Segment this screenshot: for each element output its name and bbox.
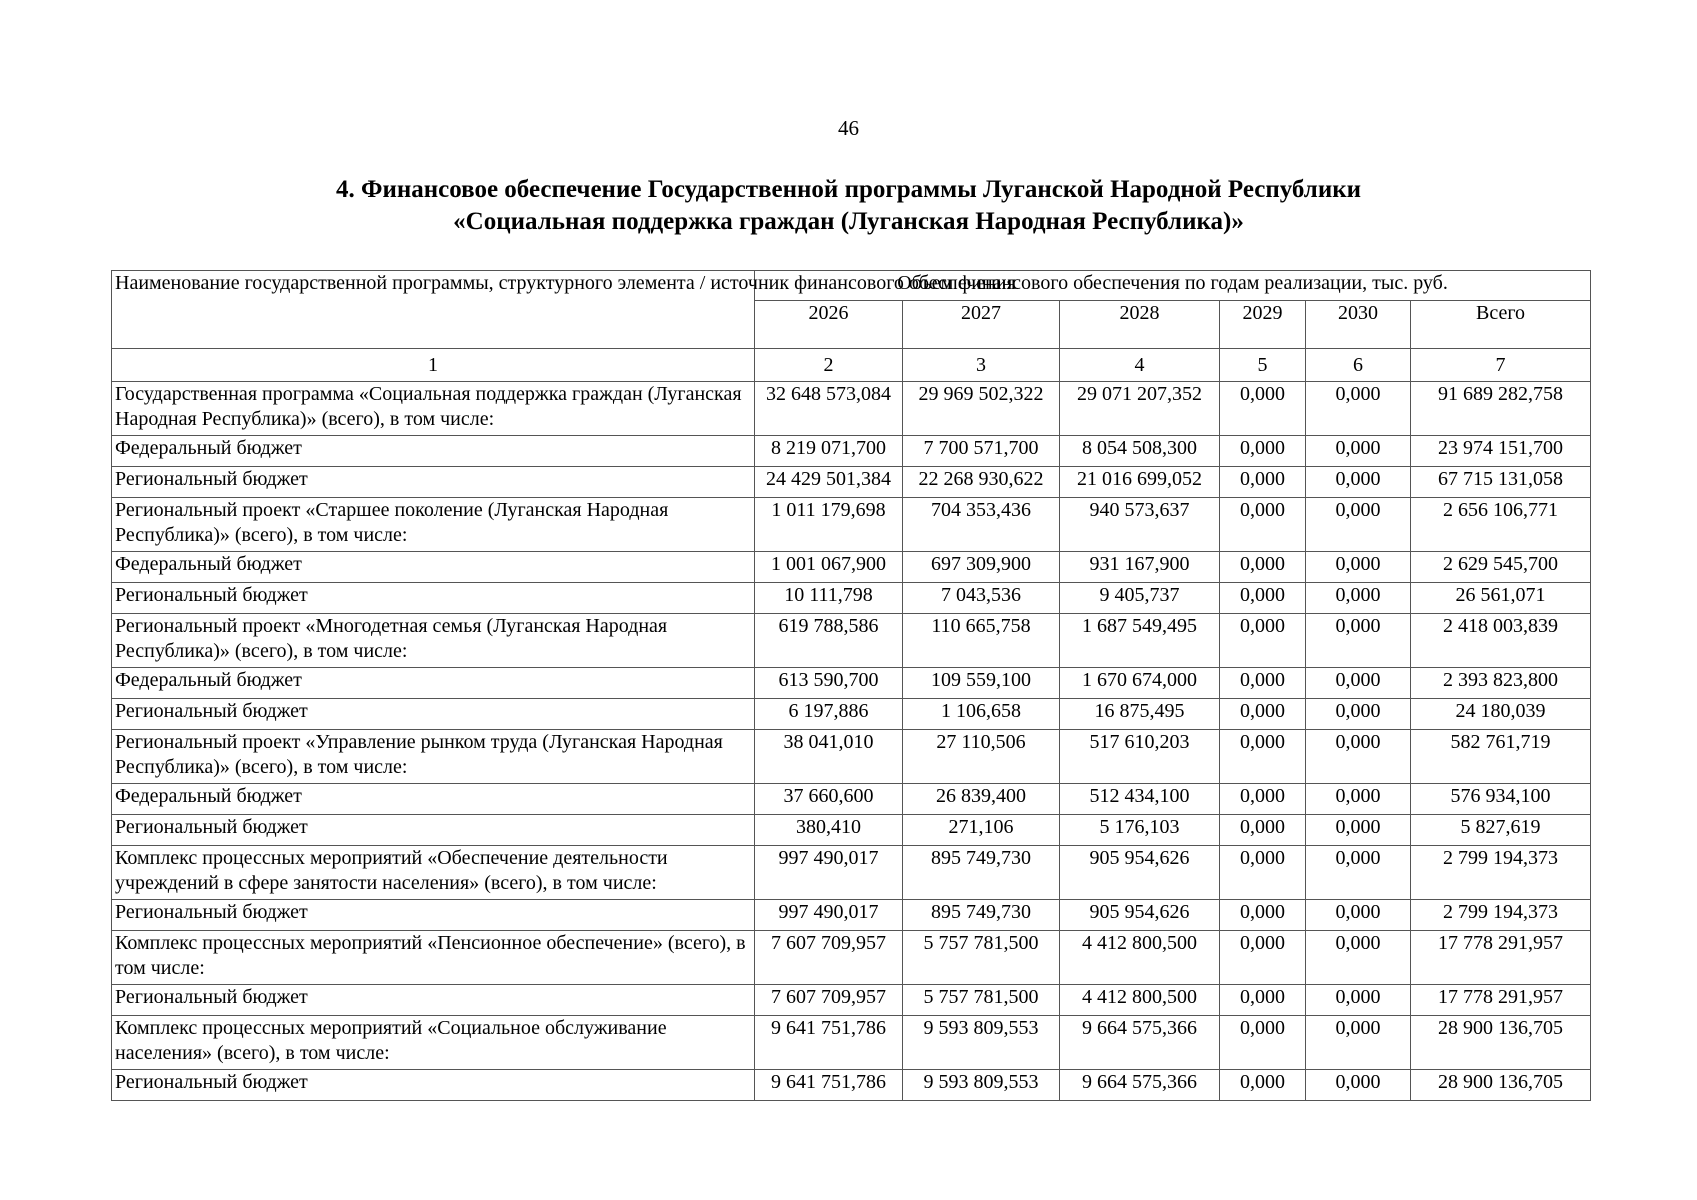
table-row: [112, 846, 1591, 900]
year-header: 2028: [1060, 301, 1220, 349]
row-value: 619 788,586: [755, 614, 903, 668]
row-value: 109 559,100: [903, 668, 1060, 699]
row-value: 9 641 751,786: [755, 1016, 903, 1070]
row-value: 0,000: [1220, 730, 1306, 784]
table-row: [112, 583, 1591, 614]
row-value: 2 799 194,373: [1411, 900, 1591, 931]
row-value: 1 001 067,900: [755, 552, 903, 583]
row-value: 17 778 291,957: [1411, 985, 1591, 1016]
row-value: 905 954,626: [1060, 846, 1220, 900]
year-header: 2026: [755, 301, 903, 349]
row-name: Региональный проект «Многодетная семья (Луганская Народная Республика)» (всего), в том числе:: [112, 614, 755, 668]
row-value: 582 761,719: [1411, 730, 1591, 784]
table-row: [112, 552, 1591, 583]
row-value: 5 757 781,500: [903, 985, 1060, 1016]
name-column-header: Наименование государственной программы, структурного элемента / источник финансового обеспечения: [112, 271, 755, 349]
row-value: 5 827,619: [1411, 815, 1591, 846]
row-value: 0,000: [1220, 614, 1306, 668]
row-value: 27 110,506: [903, 730, 1060, 784]
row-value: 380,410: [755, 815, 903, 846]
row-value: 0,000: [1220, 931, 1306, 985]
row-name: Комплекс процессных мероприятий «Обеспечение деятельности учреждений в сфере занятости населения» (всего), в том числе:: [112, 846, 755, 900]
row-value: 0,000: [1306, 730, 1411, 784]
column-number: 5: [1220, 349, 1306, 382]
row-value: 704 353,436: [903, 498, 1060, 552]
row-value: 91 689 282,758: [1411, 382, 1591, 436]
row-value: 0,000: [1306, 614, 1411, 668]
table-row: [112, 467, 1591, 498]
row-value: 32 648 573,084: [755, 382, 903, 436]
document-title: [0, 174, 1697, 238]
row-value: 0,000: [1306, 467, 1411, 498]
row-value: 28 900 136,705: [1411, 1070, 1591, 1101]
year-header: 2029: [1220, 301, 1306, 349]
row-value: 110 665,758: [903, 614, 1060, 668]
row-value: 576 934,100: [1411, 784, 1591, 815]
row-name: Федеральный бюджет: [112, 784, 755, 815]
row-name: Региональный бюджет: [112, 1070, 755, 1101]
row-value: 37 660,600: [755, 784, 903, 815]
row-name: Региональный бюджет: [112, 699, 755, 730]
row-value: 7 607 709,957: [755, 931, 903, 985]
row-value: 2 418 003,839: [1411, 614, 1591, 668]
year-header: Всего: [1411, 301, 1591, 349]
row-value: 1 011 179,698: [755, 498, 903, 552]
row-value: 7 043,536: [903, 583, 1060, 614]
row-value: 17 778 291,957: [1411, 931, 1591, 985]
row-value: 0,000: [1306, 900, 1411, 931]
row-value: 1 106,658: [903, 699, 1060, 730]
row-value: 2 393 823,800: [1411, 668, 1591, 699]
row-value: 4 412 800,500: [1060, 985, 1220, 1016]
document-title-line-2: «Социальная поддержка граждан (Луганская Народная Республика)»: [453, 208, 1244, 235]
row-value: 29 071 207,352: [1060, 382, 1220, 436]
table-row: [112, 668, 1591, 699]
row-value: 1 670 674,000: [1060, 668, 1220, 699]
row-value: 28 900 136,705: [1411, 1016, 1591, 1070]
row-value: 0,000: [1220, 784, 1306, 815]
row-value: 517 610,203: [1060, 730, 1220, 784]
row-value: 9 593 809,553: [903, 1016, 1060, 1070]
row-value: 0,000: [1220, 815, 1306, 846]
row-value: 5 757 781,500: [903, 931, 1060, 985]
table-row: [112, 931, 1591, 985]
row-value: 0,000: [1306, 436, 1411, 467]
row-value: 2 656 106,771: [1411, 498, 1591, 552]
row-value: 7 700 571,700: [903, 436, 1060, 467]
row-value: 9 641 751,786: [755, 1070, 903, 1101]
row-value: 0,000: [1306, 985, 1411, 1016]
row-value: 21 016 699,052: [1060, 467, 1220, 498]
page-number: 46: [838, 116, 859, 140]
table-row: [112, 784, 1591, 815]
row-value: 10 111,798: [755, 583, 903, 614]
row-value: 1 687 549,495: [1060, 614, 1220, 668]
row-value: 0,000: [1220, 668, 1306, 699]
row-name: Региональный бюджет: [112, 815, 755, 846]
row-value: 0,000: [1220, 985, 1306, 1016]
column-number: 4: [1060, 349, 1220, 382]
row-name: Региональный проект «Старшее поколение (Луганская Народная Республика)» (всего), в том числе:: [112, 498, 755, 552]
table-row: [112, 436, 1591, 467]
row-value: 0,000: [1306, 931, 1411, 985]
row-value: 0,000: [1306, 699, 1411, 730]
row-value: 0,000: [1220, 436, 1306, 467]
row-value: 24 429 501,384: [755, 467, 903, 498]
row-name: Государственная программа «Социальная поддержка граждан (Луганская Народная Республика)» (всего), в том числе:: [112, 382, 755, 436]
row-value: 895 749,730: [903, 846, 1060, 900]
row-value: 38 041,010: [755, 730, 903, 784]
row-value: 0,000: [1306, 784, 1411, 815]
row-value: 931 167,900: [1060, 552, 1220, 583]
row-value: 0,000: [1306, 498, 1411, 552]
row-value: 613 590,700: [755, 668, 903, 699]
row-value: 905 954,626: [1060, 900, 1220, 931]
row-value: 23 974 151,700: [1411, 436, 1591, 467]
column-number: 6: [1306, 349, 1411, 382]
row-name: Федеральный бюджет: [112, 668, 755, 699]
table-row: [112, 498, 1591, 552]
row-value: 9 664 575,366: [1060, 1070, 1220, 1101]
column-number-row: [112, 349, 1591, 382]
row-name: Федеральный бюджет: [112, 552, 755, 583]
row-value: 67 715 131,058: [1411, 467, 1591, 498]
table-row: [112, 1070, 1591, 1101]
row-name: Региональный бюджет: [112, 985, 755, 1016]
row-value: 940 573,637: [1060, 498, 1220, 552]
row-value: 0,000: [1220, 1070, 1306, 1101]
row-value: 9 593 809,553: [903, 1070, 1060, 1101]
table-row: [112, 815, 1591, 846]
row-value: 0,000: [1220, 467, 1306, 498]
table-row: [112, 614, 1591, 668]
year-header: 2030: [1306, 301, 1411, 349]
row-value: 997 490,017: [755, 900, 903, 931]
table-row: [112, 699, 1591, 730]
row-value: 0,000: [1306, 668, 1411, 699]
row-value: 26 839,400: [903, 784, 1060, 815]
row-value: 5 176,103: [1060, 815, 1220, 846]
table-row: [112, 382, 1591, 436]
row-name: Региональный проект «Управление рынком труда (Луганская Народная Республика)» (всего), в том числе:: [112, 730, 755, 784]
row-value: 0,000: [1306, 1016, 1411, 1070]
table-body: [112, 382, 1591, 1101]
row-value: 0,000: [1220, 498, 1306, 552]
row-value: 26 561,071: [1411, 583, 1591, 614]
row-value: 0,000: [1306, 1070, 1411, 1101]
row-value: 4 412 800,500: [1060, 931, 1220, 985]
table-row: [112, 985, 1591, 1016]
row-value: 9 664 575,366: [1060, 1016, 1220, 1070]
table-row: [112, 1016, 1591, 1070]
column-number: 2: [755, 349, 903, 382]
row-value: 0,000: [1220, 1016, 1306, 1070]
row-name: Комплекс процессных мероприятий «Социальное обслуживание населения» (всего), в том числе:: [112, 1016, 755, 1070]
row-value: 2 799 194,373: [1411, 846, 1591, 900]
row-value: 2 629 545,700: [1411, 552, 1591, 583]
column-number: 1: [112, 349, 755, 382]
row-value: 0,000: [1220, 900, 1306, 931]
document-title-line-1: 4. Финансовое обеспечение Государственной программы Луганской Народной Республики: [335, 176, 1362, 203]
row-value: 271,106: [903, 815, 1060, 846]
row-name: Региональный бюджет: [112, 900, 755, 931]
row-name: Федеральный бюджет: [112, 436, 755, 467]
row-value: 29 969 502,322: [903, 382, 1060, 436]
table-row: [112, 730, 1591, 784]
row-value: 22 268 930,622: [903, 467, 1060, 498]
row-value: 697 309,900: [903, 552, 1060, 583]
row-value: 0,000: [1220, 382, 1306, 436]
row-value: 0,000: [1220, 583, 1306, 614]
volume-header: Объем финансового обеспечения по годам реализации, тыс. руб.: [755, 271, 1591, 301]
table-row: [112, 900, 1591, 931]
row-value: 24 180,039: [1411, 699, 1591, 730]
row-value: 8 054 508,300: [1060, 436, 1220, 467]
year-header: 2027: [903, 301, 1060, 349]
row-value: 0,000: [1306, 583, 1411, 614]
row-name: Комплекс процессных мероприятий «Пенсионное обеспечение» (всего), в том числе:: [112, 931, 755, 985]
column-number: 7: [1411, 349, 1591, 382]
row-value: 9 405,737: [1060, 583, 1220, 614]
row-value: 0,000: [1220, 552, 1306, 583]
row-name: Региональный бюджет: [112, 583, 755, 614]
row-value: 0,000: [1306, 552, 1411, 583]
row-name: Региональный бюджет: [112, 467, 755, 498]
row-value: 0,000: [1220, 846, 1306, 900]
row-value: 6 197,886: [755, 699, 903, 730]
row-value: 0,000: [1306, 815, 1411, 846]
row-value: 0,000: [1306, 382, 1411, 436]
row-value: 895 749,730: [903, 900, 1060, 931]
row-value: 8 219 071,700: [755, 436, 903, 467]
column-number: 3: [903, 349, 1060, 382]
row-value: 16 875,495: [1060, 699, 1220, 730]
financing-table: [111, 270, 1591, 1101]
row-value: 7 607 709,957: [755, 985, 903, 1016]
row-value: 0,000: [1220, 699, 1306, 730]
row-value: 997 490,017: [755, 846, 903, 900]
row-value: 0,000: [1306, 846, 1411, 900]
row-value: 512 434,100: [1060, 784, 1220, 815]
